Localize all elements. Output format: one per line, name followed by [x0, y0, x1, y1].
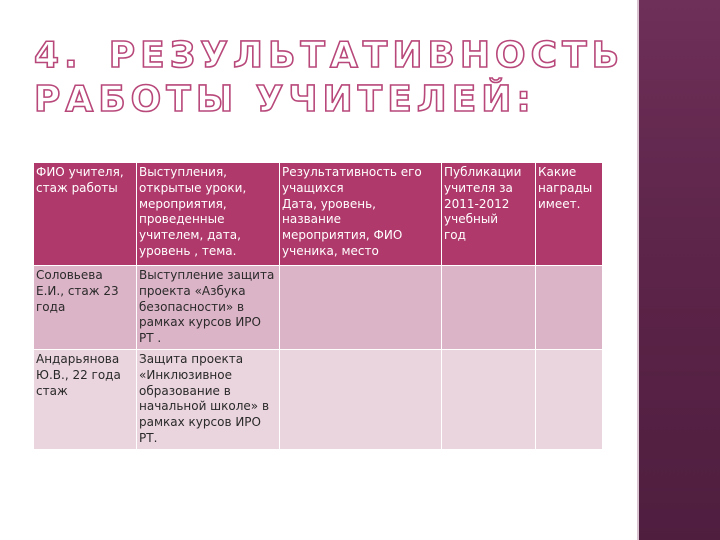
table-cell: Соловьева Е.И., стаж 23 года: [34, 266, 137, 350]
title-text-1: РЕЗУЛЬТАТИВНОСТЬ: [108, 35, 625, 76]
slide-title: [34, 34, 625, 122]
table-cell: [442, 350, 536, 450]
table-cell: [536, 350, 603, 450]
title-line-1: [34, 34, 625, 78]
table-cell: [280, 350, 442, 450]
table-cell: [280, 266, 442, 350]
table-cell: Андарьянова Ю.В., 22 года стаж: [34, 350, 137, 450]
results-table: [33, 162, 603, 450]
side-decor-bar: [639, 0, 720, 540]
table-cell: Выступление защита проекта «Азбука безопасности» в рамках курсов ИРО РТ .: [137, 266, 280, 350]
header-cell: Публикации учителя за 2011-2012 учебный год: [442, 163, 536, 266]
title-line-2: РАБОТЫ УЧИТЕЛЕЙ:: [34, 79, 536, 120]
table-cell: Защита проекта «Инклюзивное образование в начальной школе» в рамках курсов ИРО РТ.: [137, 350, 280, 450]
table-cell: [536, 266, 603, 350]
table-cell: [442, 266, 536, 350]
header-cell: ФИО учителя, стаж работы: [34, 163, 137, 266]
title-number: 4.: [34, 35, 83, 76]
table-row: [34, 350, 603, 450]
header-cell: Какие награды имеет.: [536, 163, 603, 266]
table-header-row: [34, 163, 603, 266]
table-row: [34, 266, 603, 350]
header-cell: Выступления, открытые уроки, мероприятия, проведенные учителем, дата, уровень , тема.: [137, 163, 280, 266]
header-cell: Результативность его учащихся Дата, уровень, название мероприятия, ФИО ученика, место: [280, 163, 442, 266]
